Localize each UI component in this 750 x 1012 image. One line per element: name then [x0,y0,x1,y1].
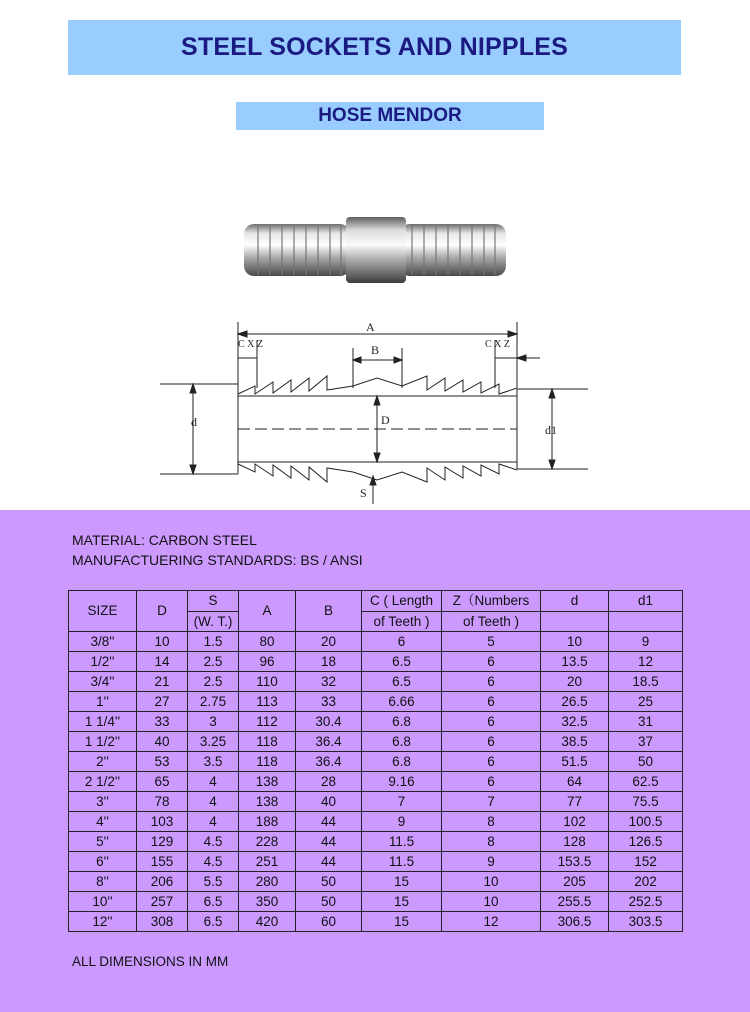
table-cell: 9.16 [362,772,442,792]
header-d-lower: d [541,591,609,612]
table-cell: 65 [137,772,188,792]
table-cell: 96 [239,652,296,672]
table-row [69,752,683,772]
table-row [69,832,683,852]
table-cell: 27 [137,692,188,712]
table-cell: 350 [239,892,296,912]
header-size: SIZE [69,591,137,632]
table-cell: 80 [239,632,296,652]
table-row [69,692,683,712]
table-cell: 6.5 [362,672,442,692]
table-cell: 4'' [69,812,137,832]
table-cell: 1 1/2'' [69,732,137,752]
table-cell: 1/2'' [69,652,137,672]
page-title: STEEL SOCKETS AND NIPPLES [68,20,681,75]
table-cell: 5'' [69,832,137,852]
table-cell: 50 [296,872,362,892]
table-cell: 9 [609,632,683,652]
header-s-sub: (W. T.) [188,612,239,632]
table-cell: 44 [296,852,362,872]
table-row [69,792,683,812]
table-cell: 6 [442,712,541,732]
table-cell: 36.4 [296,732,362,752]
table-cell: 280 [239,872,296,892]
table-cell: 4 [188,812,239,832]
header-b: B [296,591,362,632]
table-cell: 8'' [69,872,137,892]
label-a: A [366,320,375,334]
table-cell: 6.8 [362,752,442,772]
header-d-upper: D [137,591,188,632]
table-cell: 32 [296,672,362,692]
table-cell: 188 [239,812,296,832]
table-cell: 9 [362,812,442,832]
table-cell: 6 [362,632,442,652]
table-cell: 1'' [69,692,137,712]
header-d1-sub [609,612,683,632]
table-cell: 9 [442,852,541,872]
table-cell: 10 [442,892,541,912]
table-cell: 8 [442,832,541,852]
table-cell: 44 [296,832,362,852]
table-cell: 6 [442,732,541,752]
table-cell: 113 [239,692,296,712]
table-cell: 126.5 [609,832,683,852]
table-cell: 75.5 [609,792,683,812]
table-cell: 2 1/2'' [69,772,137,792]
table-cell: 15 [362,892,442,912]
table-cell: 3.5 [188,752,239,772]
table-cell: 40 [296,792,362,812]
label-cxz-right: C X Z [485,339,510,350]
table-cell: 37 [609,732,683,752]
header-a: A [239,591,296,632]
table-cell: 33 [296,692,362,712]
table-cell: 32.5 [541,712,609,732]
table-cell: 21 [137,672,188,692]
table-cell: 12'' [69,912,137,932]
table-cell: 15 [362,872,442,892]
table-cell: 78 [137,792,188,812]
cross-section-drawing [155,316,595,506]
dimensions-table [68,590,683,932]
table-cell: 1 1/4'' [69,712,137,732]
table-cell: 103 [137,812,188,832]
spec-panel [0,510,750,1012]
hose-mender-photo [240,210,510,290]
table-cell: 2.5 [188,672,239,692]
table-cell: 3/4'' [69,672,137,692]
table-cell: 4.5 [188,832,239,852]
table-cell: 30.4 [296,712,362,732]
header-c-sub: of Teeth ) [362,612,442,632]
table-cell: 53 [137,752,188,772]
table-row [69,772,683,792]
table-cell: 112 [239,712,296,732]
table-cell: 251 [239,852,296,872]
table-cell: 4 [188,772,239,792]
label-d: d [191,415,197,429]
table-cell: 10'' [69,892,137,912]
header-z: Z（Numbers [442,591,541,612]
table-cell: 33 [137,712,188,732]
table-cell: 64 [541,772,609,792]
table-cell: 206 [137,872,188,892]
table-cell: 20 [541,672,609,692]
table-cell: 14 [137,652,188,672]
table-row [69,672,683,692]
table-cell: 102 [541,812,609,832]
table-cell: 11.5 [362,852,442,872]
table-cell: 3/8'' [69,632,137,652]
table-cell: 31 [609,712,683,732]
table-cell: 6.5 [188,912,239,932]
table-cell: 15 [362,912,442,932]
table-cell: 152 [609,852,683,872]
table-cell: 13.5 [541,652,609,672]
table-cell: 44 [296,812,362,832]
table-cell: 6'' [69,852,137,872]
table-cell: 303.5 [609,912,683,932]
table-cell: 205 [541,872,609,892]
table-cell: 28 [296,772,362,792]
table-row [69,812,683,832]
table-cell: 3'' [69,792,137,812]
table-cell: 6.8 [362,732,442,752]
table-cell: 7 [362,792,442,812]
table-row [69,872,683,892]
material-text: MATERIAL: CARBON STEEL [72,532,257,548]
table-cell: 6 [442,752,541,772]
table-cell: 36.4 [296,752,362,772]
table-cell: 252.5 [609,892,683,912]
table-cell: 10 [541,632,609,652]
table-cell: 26.5 [541,692,609,712]
table-cell: 62.5 [609,772,683,792]
table-row [69,892,683,912]
table-cell: 2.5 [188,652,239,672]
table-cell: 2.75 [188,692,239,712]
table-cell: 7 [442,792,541,812]
table-cell: 11.5 [362,832,442,852]
table-cell: 10 [442,872,541,892]
table-row [69,652,683,672]
table-cell: 118 [239,752,296,772]
header-d-lower-sub [541,612,609,632]
table-cell: 18.5 [609,672,683,692]
table-cell: 1.5 [188,632,239,652]
table-cell: 20 [296,632,362,652]
table-cell: 6.8 [362,712,442,732]
table-cell: 4.5 [188,852,239,872]
table-cell: 128 [541,832,609,852]
table-cell: 129 [137,832,188,852]
table-row [69,632,683,652]
table-cell: 12 [609,652,683,672]
table-cell: 100.5 [609,812,683,832]
table-cell: 6.5 [188,892,239,912]
table-cell: 6.66 [362,692,442,712]
table-cell: 10 [137,632,188,652]
table-cell: 18 [296,652,362,672]
table-cell: 306.5 [541,912,609,932]
table-cell: 118 [239,732,296,752]
table-cell: 38.5 [541,732,609,752]
table-cell: 6 [442,672,541,692]
table-row [69,852,683,872]
table-body [69,632,683,932]
table-cell: 255.5 [541,892,609,912]
label-b: B [371,343,380,357]
header-z-sub: of Teeth ) [442,612,541,632]
table-cell: 50 [609,752,683,772]
table-row [69,732,683,752]
table-cell: 3.25 [188,732,239,752]
table-cell: 50 [296,892,362,912]
label-big-d: D [381,413,390,427]
page-subtitle: HOSE MENDOR [236,102,544,130]
table-cell: 3 [188,712,239,732]
table-row [69,912,683,932]
table-cell: 5 [442,632,541,652]
header-s: S [188,591,239,612]
label-cxz-left: C X Z [238,339,263,350]
table-cell: 6 [442,692,541,712]
table-cell: 155 [137,852,188,872]
table-cell: 6 [442,772,541,792]
table-cell: 6.5 [362,652,442,672]
table-cell: 60 [296,912,362,932]
table-cell: 420 [239,912,296,932]
table-cell: 308 [137,912,188,932]
header-d1: d1 [609,591,683,612]
table-cell: 77 [541,792,609,812]
table-cell: 202 [609,872,683,892]
table-cell: 8 [442,812,541,832]
table-cell: 257 [137,892,188,912]
table-cell: 12 [442,912,541,932]
table-cell: 40 [137,732,188,752]
label-d1: d1 [545,423,557,437]
header-c: C ( Length [362,591,442,612]
table-cell: 110 [239,672,296,692]
table-cell: 25 [609,692,683,712]
standards-text: MANUFACTUERING STANDARDS: BS / ANSI [72,552,363,568]
table-cell: 4 [188,792,239,812]
table-cell: 5.5 [188,872,239,892]
table-cell: 228 [239,832,296,852]
table-cell: 138 [239,772,296,792]
label-s: S [360,486,367,500]
table-cell: 6 [442,652,541,672]
table-cell: 51.5 [541,752,609,772]
footnote: ALL DIMENSIONS IN MM [72,954,229,969]
table-row [69,712,683,732]
table-cell: 153.5 [541,852,609,872]
table-cell: 2'' [69,752,137,772]
table-cell: 138 [239,792,296,812]
